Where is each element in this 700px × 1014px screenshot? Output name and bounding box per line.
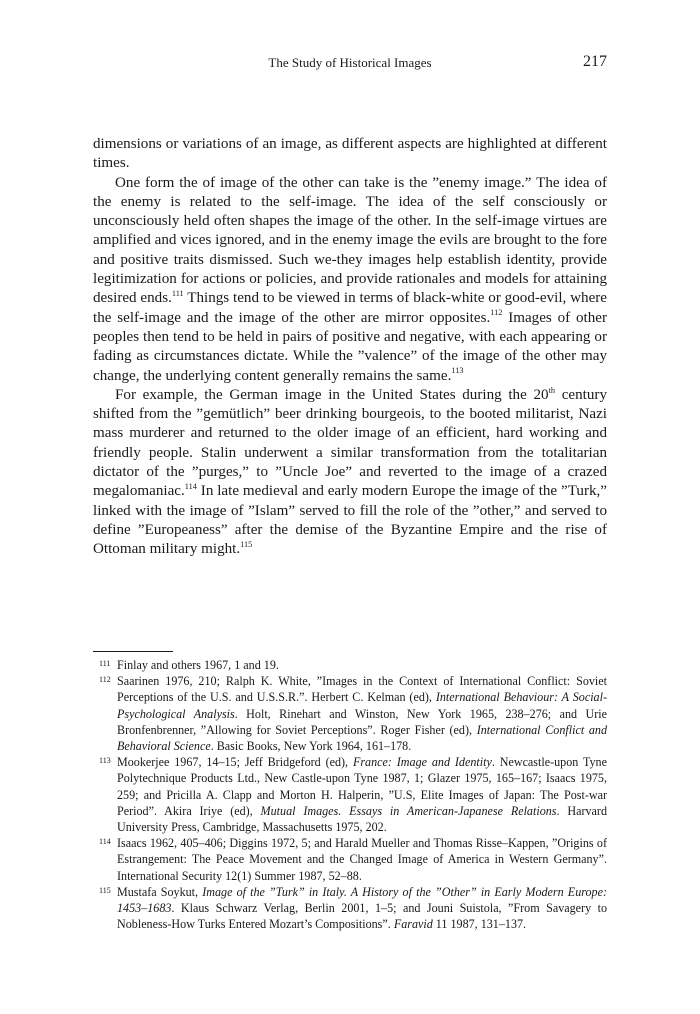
paragraph-text: One form the of image of the other can take is the ”enemy image.” The idea of the enemy is related to the self-image. The idea of the self consciously or unconsciously held often shapes the image of the other. In the self-image virtues are amplified and vices ignored, and in the enemy image the evils are brought to the fore and positive traits dismissed. Such we-they images help establish identity, provide legitimization for actions or policies, and provide rationales and models for attaining desired ends. xyxy=(93,174,607,307)
footnote-number: 114 xyxy=(99,837,111,847)
footnote-number: 115 xyxy=(99,885,111,895)
footnote-text: Saarinen 1976, 210; Ralph K. White, ”Images in the Context of International Conflict: Soviet Perceptions of the U.S. and U.S.S.R.”. Herbert C. Kelman (ed), xyxy=(117,674,607,705)
footnote-number: 112 xyxy=(99,675,111,685)
running-title: The Study of Historical Images xyxy=(268,55,432,70)
footnote-111 xyxy=(93,657,607,673)
footnote-number: 111 xyxy=(99,659,111,668)
footnote-ref: 112 xyxy=(490,308,503,318)
footnotes xyxy=(93,657,607,932)
footnote-112 xyxy=(93,673,607,754)
footnote-ref: 114 xyxy=(184,482,197,492)
footnote-number: 113 xyxy=(99,756,111,766)
footnote-ref: 111 xyxy=(171,289,184,299)
footnote-text: Finlay and others 1967, 1 and 19. xyxy=(117,658,279,672)
paragraph-text: dimensions or variations of an image, as different aspects are highlighted at different times. xyxy=(93,136,607,172)
footnote-113 xyxy=(93,754,607,835)
running-head xyxy=(93,53,607,73)
footnote-114 xyxy=(93,835,607,884)
footnote-title: Mutual Images. Essays in American-Japanese Relations xyxy=(260,803,557,818)
footnote-title: Faravid xyxy=(393,917,433,932)
footnote-text: Mookerjee 1967, 14–15; Jeff Bridgeford (ed), xyxy=(117,755,353,770)
book-page xyxy=(93,0,607,1014)
paragraph-1 xyxy=(93,135,607,174)
footnote-text: . Basic Books, New York 1964, 161–178. xyxy=(210,739,412,754)
paragraph-text: In late medieval and early modern Europe the image of the ”Turk,” linked with the image of ”Islam” served to fill the role of the ”other,” and served to define ”Europeaness” after the demise of the Byzantine Empire and the rise of Ottoman military might. xyxy=(93,483,607,558)
footnote-text: Mustafa Soykut, xyxy=(117,884,203,899)
footnote-title: Image of the ”Turk” in Italy. A History of the ”Other” in Early Modern Europe: 1453–1683 xyxy=(117,884,607,916)
page-number: 217 xyxy=(583,53,607,70)
footnote-115 xyxy=(93,884,607,933)
body-text xyxy=(93,135,607,560)
footnote-ref: 115 xyxy=(240,540,253,550)
footnote-text: . Harvard University Press, Cambridge, Massachusetts 1975, 202. xyxy=(117,803,608,835)
footnote-text: Isaacs 1962, 405–406; Diggins 1972, 5; and Harald Mueller and Thomas Risse–Kappen, ”Origins of Estrangement: The Peace Movement and the Changed Image of America in Western Germany”. International Security 12(1) Summer 1987, 52–88. xyxy=(117,836,607,883)
footnote-text: . Holt, Rinehart and Winston, New York 1965, 238–276; and Urie Bronfenbrenner, ”Allowing for Soviet Perceptions”. Roger Fisher (ed), xyxy=(117,706,607,737)
footnote-text: . Klaus Schwarz Verlag, Berlin 2001, 1–5; and Jouni Suistola, ”From Savagery to Nobleness-How Turks Entered Mozart’s Compositions”. xyxy=(117,901,607,932)
footnote-text: 11 1987, 131–137. xyxy=(432,917,527,932)
paragraph-text: century shifted from the ”gemütlich” beer drinking bourgeois, to the booted militarist, Nazi mass murderer and returned to the older image of an efficient, hard working and friendly people. Stalin underwent a similar transformation from the totalitarian dictator of the ”purges,” to ”Uncle Joe” and reverted to the image of a crazed megalomaniac. xyxy=(93,386,607,500)
paragraph-text: Images of other peoples then tend to be held in pairs of positive and negative, with each appearing or fading as circumstances dictate. While the ”valence” of the image of the other may change, the underlying content generally remains the same. xyxy=(93,309,607,384)
paragraph-text: Things tend to be viewed in terms of black-white or good-evil, where the self-image and the image of the other are mirror opposites. xyxy=(93,290,607,326)
paragraph-3 xyxy=(93,386,607,560)
footnote-rule xyxy=(93,651,173,652)
footnote-title: International Behaviour: A Social-Psychological Analysis xyxy=(117,690,607,721)
footnote-title: France: Image and Identity xyxy=(352,755,492,770)
paragraph-text: For example, the German image in the United States during the 20 xyxy=(115,386,549,403)
ordinal-suffix: th xyxy=(548,385,556,395)
paragraph-2 xyxy=(93,174,607,386)
footnote-text: . Newcastle-upon Tyne Polytechnique Products Ltd., New Castle-upon Tyne 1987, 1; Glazer 1975, 165–167; Isaacs 1975, 259; and Pricilla A. Clapp and Morton H. Halperin, ”U.S, Elite Images of Japan: The Post-war Period”. Akira Iriye (ed), xyxy=(117,755,607,818)
footnote-title: International Conflict and Behavioral Science xyxy=(117,722,607,754)
footnote-ref: 113 xyxy=(451,366,464,376)
